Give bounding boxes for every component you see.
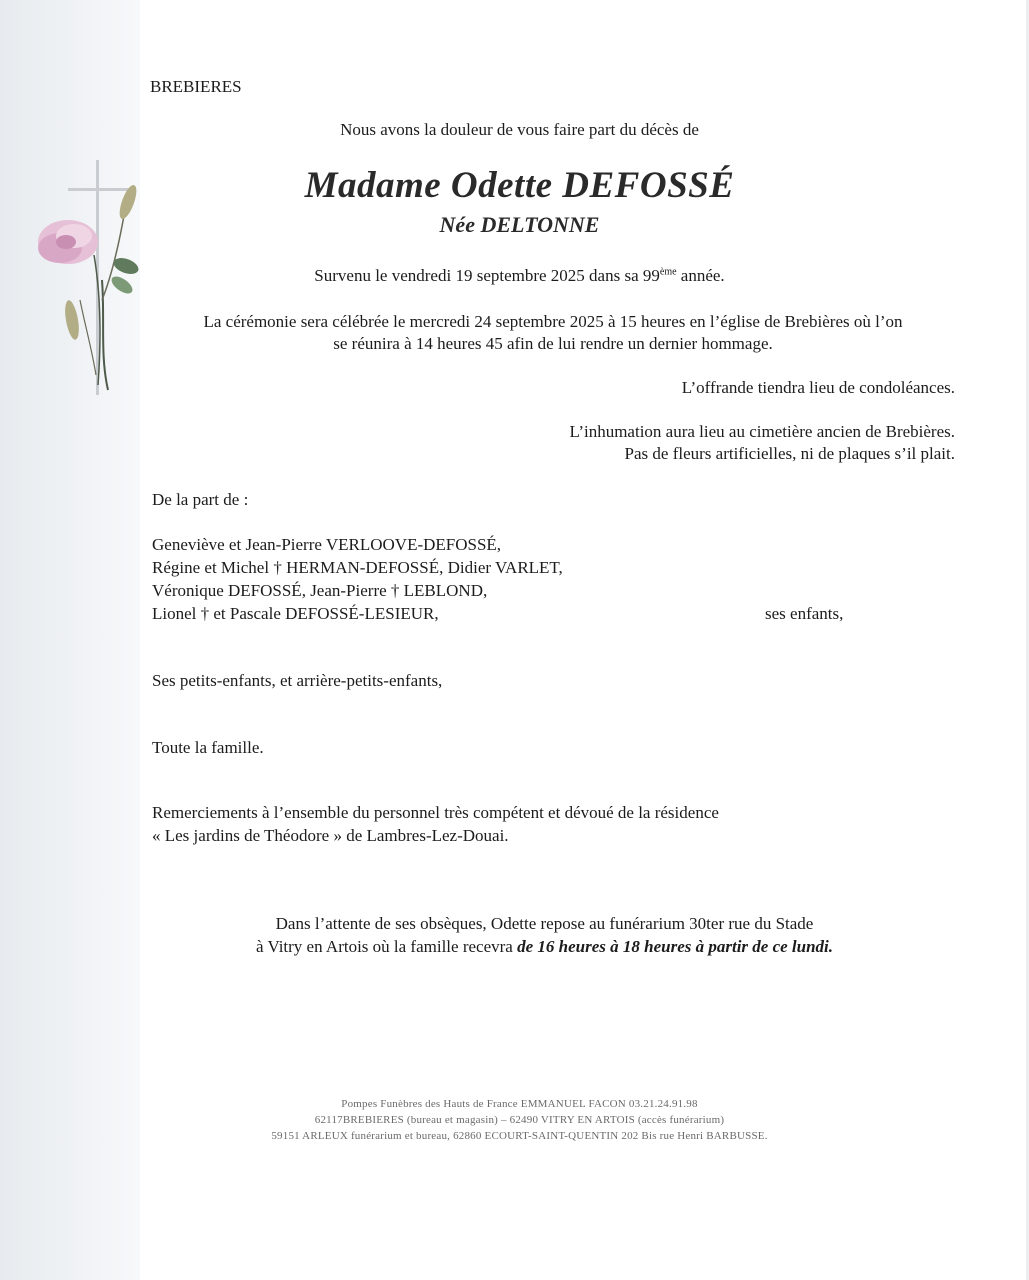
leaf-icon (111, 255, 140, 277)
viewing-line-1: Dans l’attente de ses obsèques, Odette repose au funérarium 30ter rue du Stade (275, 914, 814, 933)
intro-text: Nous avons la douleur de vous faire part du décès de (340, 120, 699, 139)
children-line: Régine et Michel † HERMAN-DEFOSSÉ, Didier VARLET, (152, 558, 563, 577)
children-line: Véronique DEFOSSÉ, Jean-Pierre † LEBLOND, (152, 581, 488, 600)
family-text: Toute la famille. (152, 738, 264, 757)
rose-icon (38, 220, 98, 264)
death-date-text: Survenu le vendredi 19 septembre 2025 dans sa 99 (314, 266, 660, 285)
footer-line-3: 59151 ARLEUX funérarium et bureau, 62860 ECOURT-SAINT-QUENTIN 202 Bis rue Henri BARBUSSE. (271, 1130, 768, 1142)
children-line: Geneviève et Jean-Pierre VERLOOVE-DEFOSSÉ, (152, 535, 502, 554)
from-label: De la part de : (152, 490, 249, 509)
death-date (150, 265, 889, 287)
burial-text: L’inhumation aura lieu au cimetière ancien de Brebières. (569, 422, 955, 441)
grandchildren-text: Ses petits-enfants, et arrière-petits-enfants, (152, 671, 443, 690)
cross-and-rose-icon (30, 150, 160, 400)
footer-line-2: 62117BREBIERES (bureau et magasin) – 62490 VITRY EN ARTOIS (accès funérarium) (314, 1114, 725, 1126)
maiden-name: Née DELTONNE (439, 212, 600, 237)
ceremony-line-1: La cérémonie sera célébrée le mercredi 24 septembre 2025 à 15 heures en l’église de Brebières où l’on (203, 312, 903, 331)
flowers-text: Pas de fleurs artificielles, ni de plaques s’il plait. (624, 444, 955, 463)
location-heading: BREBIERES (150, 77, 242, 96)
children-line: Lionel † et Pascale DEFOSSÉ-LESIEUR, (152, 604, 439, 623)
viewing-hours: de 16 heures à 18 heures à partir de ce lundi. (517, 937, 834, 956)
thanks-line-2: « Les jardins de Théodore » de Lambres-Lez-Douai. (152, 826, 509, 845)
offering-text: L’offrande tiendra lieu de condoléances. (681, 378, 955, 397)
thanks-line-1: Remerciements à l’ensemble du personnel très compétent et dévoué de la résidence (152, 803, 719, 822)
deceased-name: Madame Odette DEFOSSÉ (304, 165, 735, 206)
children-label: ses enfants, (765, 604, 844, 623)
footer-line-1: Pompes Funèbres des Hauts de France EMMANUEL FACON 03.21.24.91.98 (341, 1098, 698, 1110)
viewing-line-2 (150, 936, 939, 958)
death-date-suffix: année. (676, 266, 725, 285)
viewing-line-2-text: à Vitry en Artois où la famille recevra (255, 937, 518, 956)
leaf-icon (109, 273, 136, 297)
death-date-ordinal: ème (659, 266, 677, 278)
ceremony-line-2: se réunira à 14 heures 45 afin de lui rendre un dernier hommage. (333, 334, 773, 353)
wheat-ear-icon (63, 299, 82, 340)
cross-horizontal (68, 188, 130, 191)
